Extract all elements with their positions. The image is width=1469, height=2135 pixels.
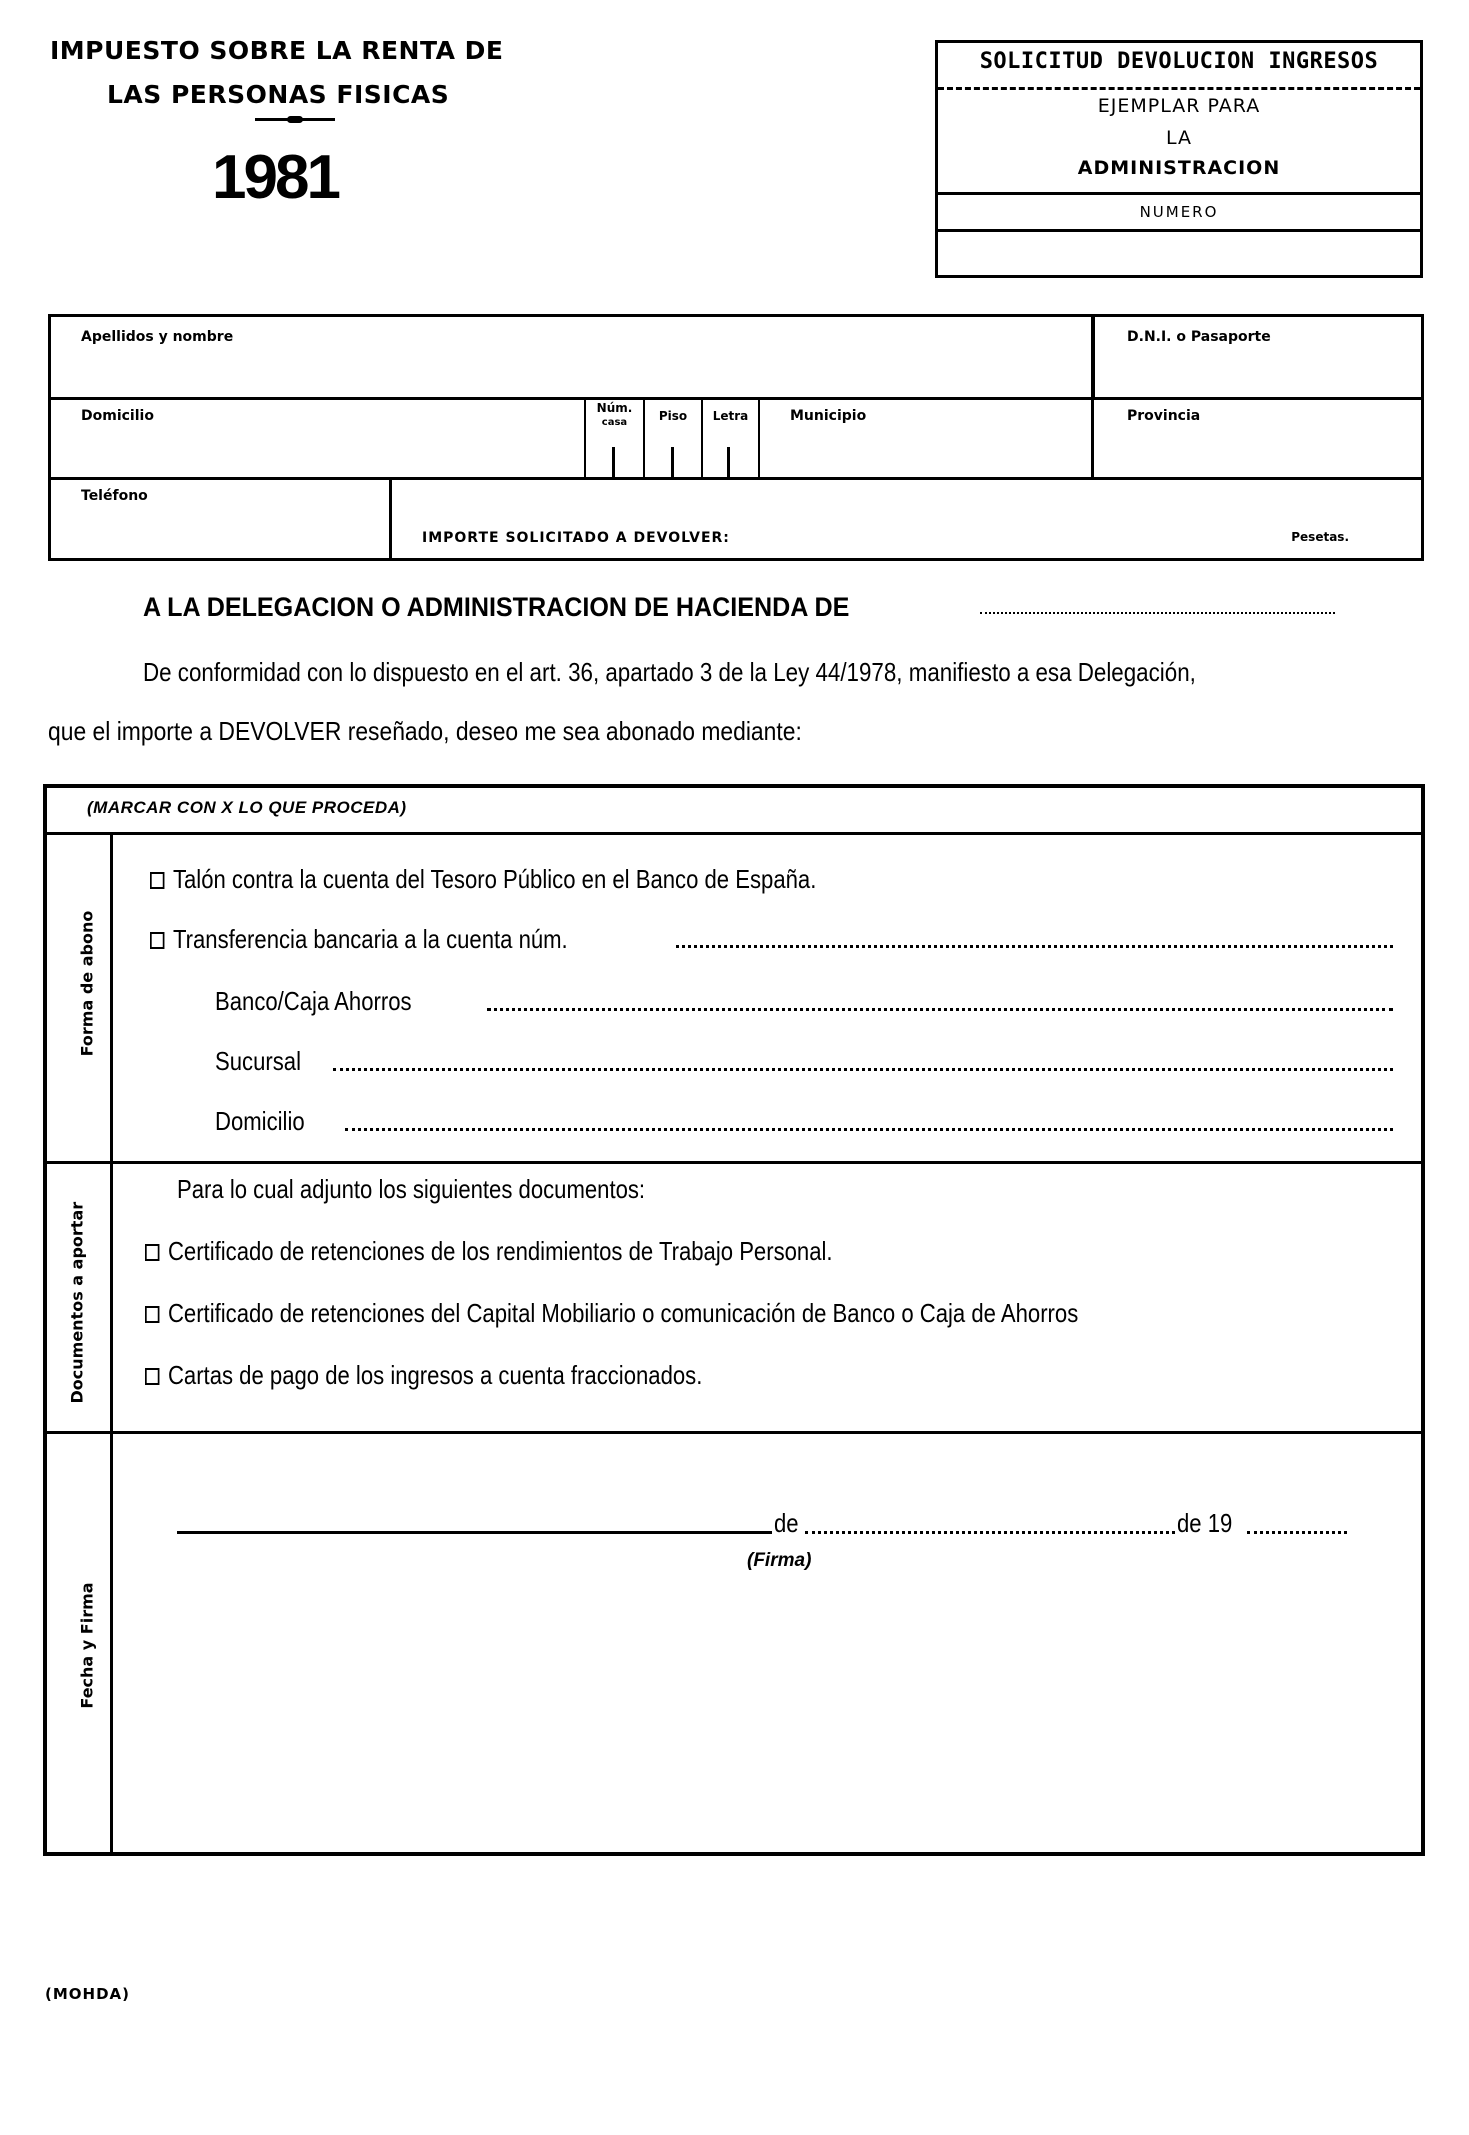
bank-label: Banco/Caja Ahorros xyxy=(215,986,412,1016)
side-column-divider xyxy=(110,835,113,1852)
documents-side-label: Documentos a aportar xyxy=(67,1201,87,1404)
municipality-label: Municipio xyxy=(790,408,867,424)
doc-option-work-certificate[interactable] xyxy=(145,1236,833,1267)
name-label: Apellidos y nombre xyxy=(81,329,234,345)
copy-label-line-2: LA xyxy=(1165,127,1193,149)
checkbox-icon[interactable] xyxy=(150,932,164,949)
request-type-box xyxy=(935,40,1423,278)
place-field[interactable] xyxy=(177,1531,772,1534)
number-label: NUMERO xyxy=(1139,203,1219,221)
form-year: 1981 xyxy=(212,143,338,212)
tax-title-line-2: LAS PERSONAS FISICAS xyxy=(107,80,450,109)
number-divider xyxy=(938,229,1420,232)
instruction-note: (MARCAR CON X LO QUE PROCEDA) xyxy=(87,798,407,817)
date-de-label-2: de 19 xyxy=(1177,1508,1233,1538)
option-treasury-check[interactable] xyxy=(150,864,816,895)
copy-label-line-1: EJEMPLAR PARA xyxy=(1097,95,1261,117)
addressee-heading-text: A LA DELEGACION O ADMINISTRACION DE HACIENDA DE xyxy=(143,592,850,622)
doc-option-payment-letters[interactable] xyxy=(145,1360,702,1391)
section-divider-2 xyxy=(47,1431,1421,1434)
option-treasury-label: Talón contra la cuenta del Tesoro Público en el Banco de España. xyxy=(172,864,817,894)
floor-field[interactable] xyxy=(645,400,701,477)
section-divider-1 xyxy=(47,1161,1421,1164)
doc-option-capital-certificate-label: Certificado de retenciones del Capital Mobiliario o comunicación de Banco o Caja de Ahorros xyxy=(167,1298,1079,1328)
id-label: D.N.I. o Pasaporte xyxy=(1127,329,1271,345)
taxpayer-info-box xyxy=(48,314,1424,561)
id-field[interactable] xyxy=(1095,317,1421,397)
title-ornament-divider xyxy=(255,118,335,121)
checkbox-icon[interactable] xyxy=(145,1368,159,1385)
delegation-name-field[interactable] xyxy=(980,612,1335,614)
digit-tick xyxy=(671,447,674,477)
amount-label: IMPORTE SOLICITADO A DEVOLVER: xyxy=(422,530,730,546)
address-label: Domicilio xyxy=(81,408,154,424)
name-field[interactable] xyxy=(51,317,1091,397)
digit-tick xyxy=(727,447,730,477)
addressee-heading xyxy=(143,592,849,623)
month-field[interactable] xyxy=(805,1531,1175,1534)
currency-label: Pesetas. xyxy=(1291,530,1349,544)
conformity-paragraph-line-2: que el importe a DEVOLVER reseñado, deseo me sea abonado mediante: xyxy=(48,716,802,746)
address-field[interactable] xyxy=(51,400,584,477)
house-number-label-2: casa xyxy=(601,417,628,428)
province-column-divider xyxy=(1091,400,1094,477)
conformity-paragraph-line-1: De conformidad con lo dispuesto en el art. 36, apartado 3 de la Ley 44/1978, manifiesto a esa Delegación, xyxy=(143,657,1196,687)
account-number-field[interactable] xyxy=(676,945,1393,948)
doc-option-payment-letters-label: Cartas de pago de los ingresos a cuenta fraccionados. xyxy=(167,1360,703,1390)
branch-address-label: Domicilio xyxy=(215,1106,305,1136)
documents-intro: Para lo cual adjunto los siguientes documentos: xyxy=(177,1174,646,1204)
branch-field[interactable] xyxy=(333,1068,1393,1071)
checkbox-icon[interactable] xyxy=(150,872,164,889)
form-code: (MOHDA) xyxy=(45,1985,131,2003)
doc-option-work-certificate-label: Certificado de retenciones de los rendimientos de Trabajo Personal. xyxy=(167,1236,833,1266)
letter-label: Letra xyxy=(712,409,749,423)
checkbox-icon[interactable] xyxy=(145,1306,159,1323)
doc-option-capital-certificate[interactable] xyxy=(145,1298,1078,1329)
branch-label: Sucursal xyxy=(215,1046,301,1076)
year-field[interactable] xyxy=(1247,1531,1347,1534)
copy-label-line-3: ADMINISTRACION xyxy=(1077,157,1281,179)
signature-area[interactable] xyxy=(167,1588,1367,1808)
province-field[interactable] xyxy=(1095,400,1421,477)
tax-title-line-1: IMPUESTO SOBRE LA RENTA DE xyxy=(50,36,504,65)
admin-divider xyxy=(938,192,1420,195)
request-type-title: SOLICITUD DEVOLUCION INGRESOS xyxy=(979,49,1379,74)
date-signature-side-label: Fecha y Firma xyxy=(77,1582,97,1709)
digit-tick xyxy=(612,447,615,477)
branch-address-field[interactable] xyxy=(345,1128,1393,1131)
amount-field[interactable] xyxy=(392,480,1421,558)
signature-note: (Firma) xyxy=(747,1550,812,1571)
phone-field[interactable] xyxy=(51,480,389,558)
payment-form-box xyxy=(43,784,1425,1856)
title-divider xyxy=(938,87,1420,90)
bank-field[interactable] xyxy=(487,1008,1393,1011)
house-number-field[interactable] xyxy=(586,400,643,477)
instruction-divider xyxy=(47,832,1421,835)
house-number-label-1: Núm. xyxy=(596,401,633,415)
municipality-field[interactable] xyxy=(760,400,1091,477)
number-field[interactable] xyxy=(938,233,1420,275)
floor-label: Piso xyxy=(658,409,688,423)
checkbox-icon[interactable] xyxy=(145,1244,159,1261)
letter-field[interactable] xyxy=(703,400,758,477)
date-de-label-1: de xyxy=(774,1508,799,1538)
option-bank-transfer-label: Transferencia bancaria a la cuenta núm. xyxy=(172,924,568,954)
province-label: Provincia xyxy=(1127,408,1201,424)
option-bank-transfer[interactable] xyxy=(150,924,568,955)
payment-method-side-label: Forma de abono xyxy=(77,910,97,1057)
phone-label: Teléfono xyxy=(81,488,148,504)
